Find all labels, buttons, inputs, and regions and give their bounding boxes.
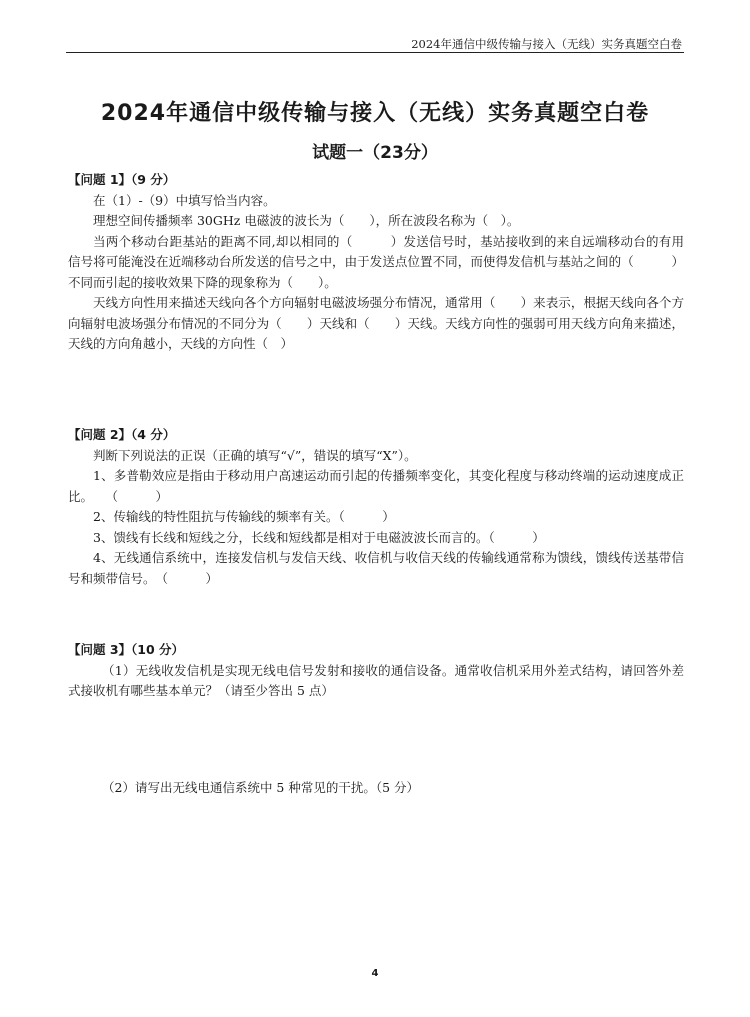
question-1-item: 天线方向性用来描述天线向各个方向辐射电磁波场强分布情况，通常用（ ）来表示，根据天线向各个方向辐射电波场强分布情况的不同分为（ ）天线和（ ）天线。天线方向性的强弱可用天线方向角来描述，天线的方向角越小，天线的方向性（ ）	[68, 295, 684, 351]
question-2-item: 4、无线通信系统中，连接发信机与发信天线、收信机与收信天线的传输线通常称为馈线，馈线传送基带信号和频带信号。 （ ）	[68, 550, 684, 586]
question-3-part-1: （1）无线收发信机是实现无线电信号发射和接收的通信设备。通常收信机采用外差式结构，请回答外差式接收机有哪些基本单元？（请至少答出 5 点）	[68, 662, 684, 698]
question-1-item: 理想空间传播频率 30GHz 电磁波的波长为（ ），所在波段名称为（ ）。	[93, 213, 520, 228]
question-2	[68, 425, 684, 589]
header-divider	[66, 52, 684, 53]
question-2-item: 2、传输线的特性阻抗与传输线的频率有关。（ ）	[93, 509, 395, 524]
question-1	[68, 170, 684, 355]
question-1-item: 当两个移动台距基站的距离不同,却以相同的（ ）发送信号时，基站接收到的来自远端移动台的有用信号将可能淹没在近端移动台所发送的信号之中，由于发送点位置不同，而使得发信机与基站之间的（ ）不同而引起的接收效果下降的现象称为（ ）。	[68, 233, 684, 290]
question-2-heading: 【问题 2】（4 分）	[68, 427, 176, 442]
question-1-instruction: 在（1）-（9）中填写恰当内容。	[93, 192, 276, 208]
question-3-part-2-block	[68, 778, 684, 799]
page-number: 4	[371, 968, 379, 979]
question-1-heading: 【问题 1】（9 分）	[68, 172, 176, 187]
running-header: 2024年通信中级传输与接入（无线）实务真题空白卷	[411, 37, 682, 51]
question-3	[68, 640, 684, 702]
question-2-instruction: 判断下列说法的正误（正确的填写“√”，错误的填写“X”）。	[93, 447, 417, 463]
question-2-item: 3、馈线有长线和短线之分，长线和短线都是相对于电磁波波长而言的。（ ）	[93, 529, 545, 545]
question-2-item: 1、多普勒效应是指由于移动用户高速运动而引起的传播频率变化，其变化程度与移动终端的运动速度成正比。 （ ）	[68, 468, 684, 504]
question-3-part-2: （2）请写出无线电通信系统中 5 种常见的干扰。（5 分）	[102, 780, 420, 795]
question-3-heading: 【问题 3】（10 分）	[68, 642, 185, 657]
section-subtitle: 试题一（23分）	[312, 143, 438, 163]
page-title: 2024年通信中级传输与接入（无线）实务真题空白卷	[100, 101, 650, 126]
